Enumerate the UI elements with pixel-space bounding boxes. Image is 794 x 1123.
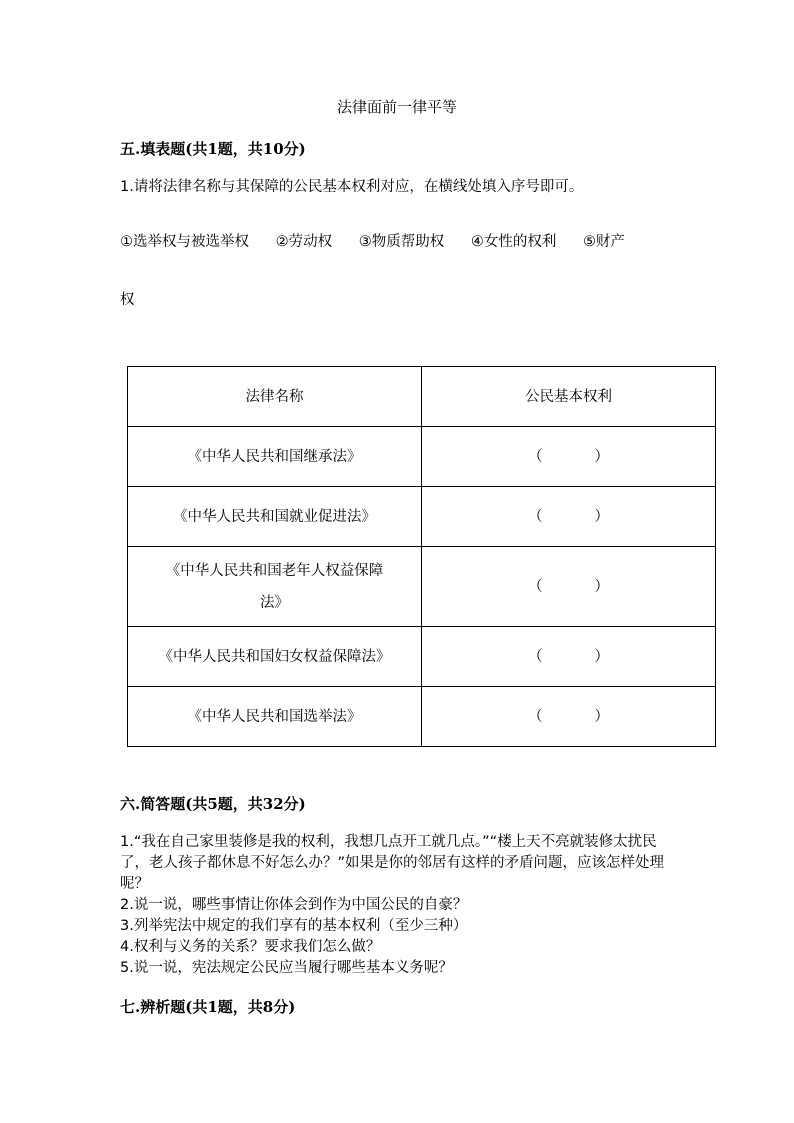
- paren-open: （: [528, 648, 543, 665]
- section-7-heading: 七.辨析题(共1题，共8分): [120, 998, 296, 1016]
- table-row: [128, 687, 716, 747]
- section-6-heading: 六.简答题(共5题，共32分): [120, 795, 306, 813]
- section-5-heading: 五.填表题(共1题，共10分): [120, 140, 306, 158]
- option-2: ②劳动权: [275, 234, 333, 250]
- table-row: [128, 427, 716, 487]
- paren-open: （: [528, 448, 543, 465]
- paren-open: （: [528, 708, 543, 725]
- paren-close: ）: [594, 508, 609, 525]
- option-5-wrap: 权: [120, 292, 135, 308]
- answer-cell[interactable]: [422, 427, 716, 487]
- question-3: 3.列举宪法中规定的我们享有的基本权利（至少三种）: [120, 918, 468, 934]
- table-row: [128, 547, 716, 627]
- header-basic-rights: 公民基本权利: [422, 367, 716, 427]
- answer-cell[interactable]: [422, 687, 716, 747]
- law-name-cell: 《中华人民共和国继承法》: [128, 427, 422, 487]
- option-list: [120, 230, 625, 251]
- law-name-cell: 《中华人民共和国就业促进法》: [128, 487, 422, 547]
- law-name-line-2: 法》: [260, 594, 289, 611]
- section-6-questions: [120, 832, 680, 979]
- option-1: ①选举权与被选举权: [120, 234, 249, 250]
- table-row: [128, 627, 716, 687]
- paren-close: ）: [594, 708, 609, 725]
- question-5: 5.说一说，宪法规定公民应当履行哪些基本义务呢？: [120, 960, 453, 976]
- section-5-question: 1.请将法律名称与其保障的公民基本权利对应，在横线处填入序号即可。: [120, 179, 584, 195]
- law-name-cell: 《中华人民共和国选举法》: [128, 687, 422, 747]
- option-5: ⑤财产: [582, 234, 625, 250]
- paren-close: ）: [594, 648, 609, 665]
- paren-open: （: [528, 578, 543, 595]
- answer-cell[interactable]: [422, 487, 716, 547]
- law-rights-table: [127, 366, 716, 747]
- question-1: 1.“我在自己家里装修是我的权利，我想几点开工就几点。”“楼上天不亮就装修太扰民了，老人孩子都休息不好怎么办？”如果是你的邻居有这样的矛盾问题，应该怎样处理呢？: [120, 834, 665, 892]
- paren-close: ）: [594, 448, 609, 465]
- option-4: ④女性的权利: [470, 234, 557, 250]
- question-4: 4.权利与义务的关系？要求我们怎么做？: [120, 939, 381, 955]
- header-law-name: 法律名称: [128, 367, 422, 427]
- law-name-cell: [128, 547, 422, 627]
- law-name-cell: 《中华人民共和国妇女权益保障法》: [128, 627, 422, 687]
- option-3: ③物质帮助权: [358, 234, 445, 250]
- answer-cell[interactable]: [422, 547, 716, 627]
- law-name-line-1: 《中华人民共和国老年人权益保障: [165, 562, 384, 579]
- question-2: 2.说一说，哪些事情让你体会到作为中国公民的自豪？: [120, 897, 468, 913]
- page-title: 法律面前一律平等: [336, 98, 457, 116]
- paren-open: （: [528, 508, 543, 525]
- table-row: [128, 487, 716, 547]
- paren-close: ）: [594, 578, 609, 595]
- answer-cell[interactable]: [422, 627, 716, 687]
- table-header-row: [128, 367, 716, 427]
